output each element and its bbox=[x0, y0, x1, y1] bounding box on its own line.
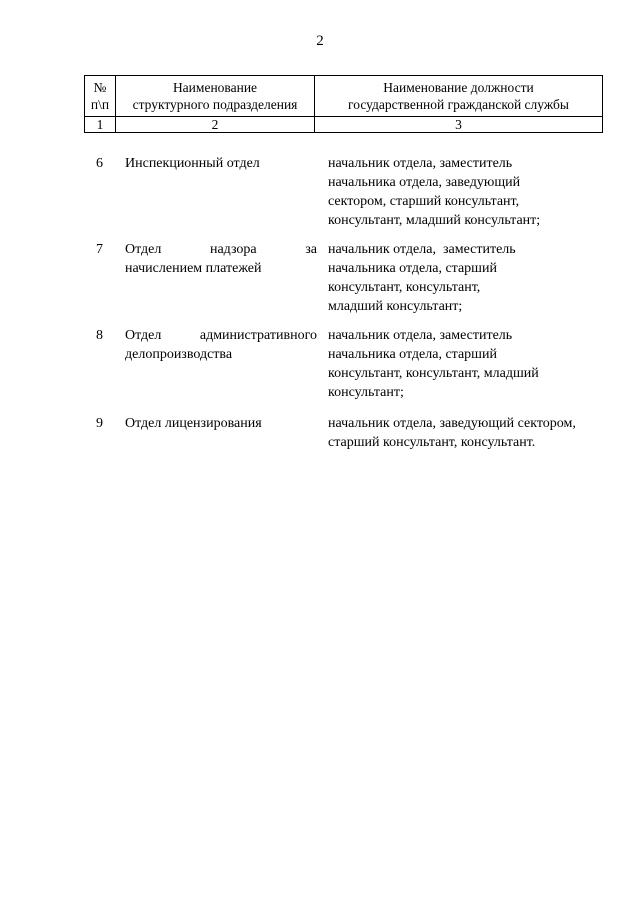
position-line: начальника отдела, старший bbox=[328, 347, 497, 362]
unit-name-line bbox=[125, 240, 317, 259]
unit-word: административного bbox=[199, 328, 317, 343]
unit-name bbox=[125, 154, 317, 173]
position-list bbox=[328, 414, 608, 452]
header-unit-line2: структурного подразделения bbox=[132, 97, 298, 112]
unit-word: Отдел bbox=[125, 242, 162, 257]
position-line: консультант, консультант, младший bbox=[328, 366, 539, 381]
position-line: начальника отдела, старший bbox=[328, 261, 497, 276]
position-line: консультант, младший консультант; bbox=[328, 213, 541, 228]
position-line: консультант, консультант, bbox=[328, 280, 481, 295]
unit-name-line: начислением платежей bbox=[125, 261, 262, 276]
header-position-line1: Наименование должности bbox=[383, 80, 534, 95]
position-list bbox=[328, 326, 608, 402]
column-number-1: 1 bbox=[85, 117, 116, 133]
header-number-abbr: п\п bbox=[90, 97, 110, 112]
unit-word: Отдел bbox=[125, 328, 162, 343]
position-line: начальника отдела, заведующий bbox=[328, 175, 521, 190]
position-line: начальник отдела, заместитель bbox=[328, 328, 513, 343]
position-line: старший консультант, консультант. bbox=[328, 435, 536, 450]
header-table bbox=[84, 75, 603, 133]
position-list bbox=[328, 240, 608, 316]
header-row bbox=[85, 76, 603, 117]
unit-name bbox=[125, 414, 317, 433]
column-number-2: 2 bbox=[116, 117, 315, 133]
unit-name-line: Отдел лицензирования bbox=[125, 416, 262, 431]
column-numbers-row bbox=[85, 117, 603, 133]
row-number: 6 bbox=[96, 156, 103, 171]
row-number: 9 bbox=[96, 416, 103, 431]
position-list bbox=[328, 154, 608, 230]
unit-name bbox=[125, 240, 317, 278]
page-number: 2 bbox=[316, 33, 324, 49]
position-line: младший консультант; bbox=[328, 299, 463, 314]
position-line: начальник отдела, заведующий сектором, bbox=[328, 416, 576, 431]
header-number-cell bbox=[85, 76, 116, 117]
header-unit-line1: Наименование bbox=[172, 80, 258, 95]
position-line: начальник отдела, заместитель bbox=[328, 242, 516, 257]
header-position-line2: государственной гражданской службы bbox=[348, 97, 569, 112]
position-line: сектором, старший консультант, bbox=[328, 194, 520, 209]
unit-name-line bbox=[125, 326, 317, 345]
header-unit-cell bbox=[116, 76, 315, 117]
row-number: 8 bbox=[96, 328, 103, 343]
position-line: консультант; bbox=[328, 385, 404, 400]
unit-word: за bbox=[305, 242, 317, 257]
position-line: начальник отдела, заместитель bbox=[328, 156, 513, 171]
unit-name bbox=[125, 326, 317, 364]
unit-word: надзора bbox=[209, 242, 257, 257]
header-position-cell bbox=[315, 76, 603, 117]
column-number-3: 3 bbox=[315, 117, 603, 133]
row-number: 7 bbox=[96, 242, 103, 257]
unit-name-line: Инспекционный отдел bbox=[125, 156, 260, 171]
header-number-symbol: № bbox=[93, 80, 107, 95]
unit-name-line: делопроизводства bbox=[125, 347, 233, 362]
